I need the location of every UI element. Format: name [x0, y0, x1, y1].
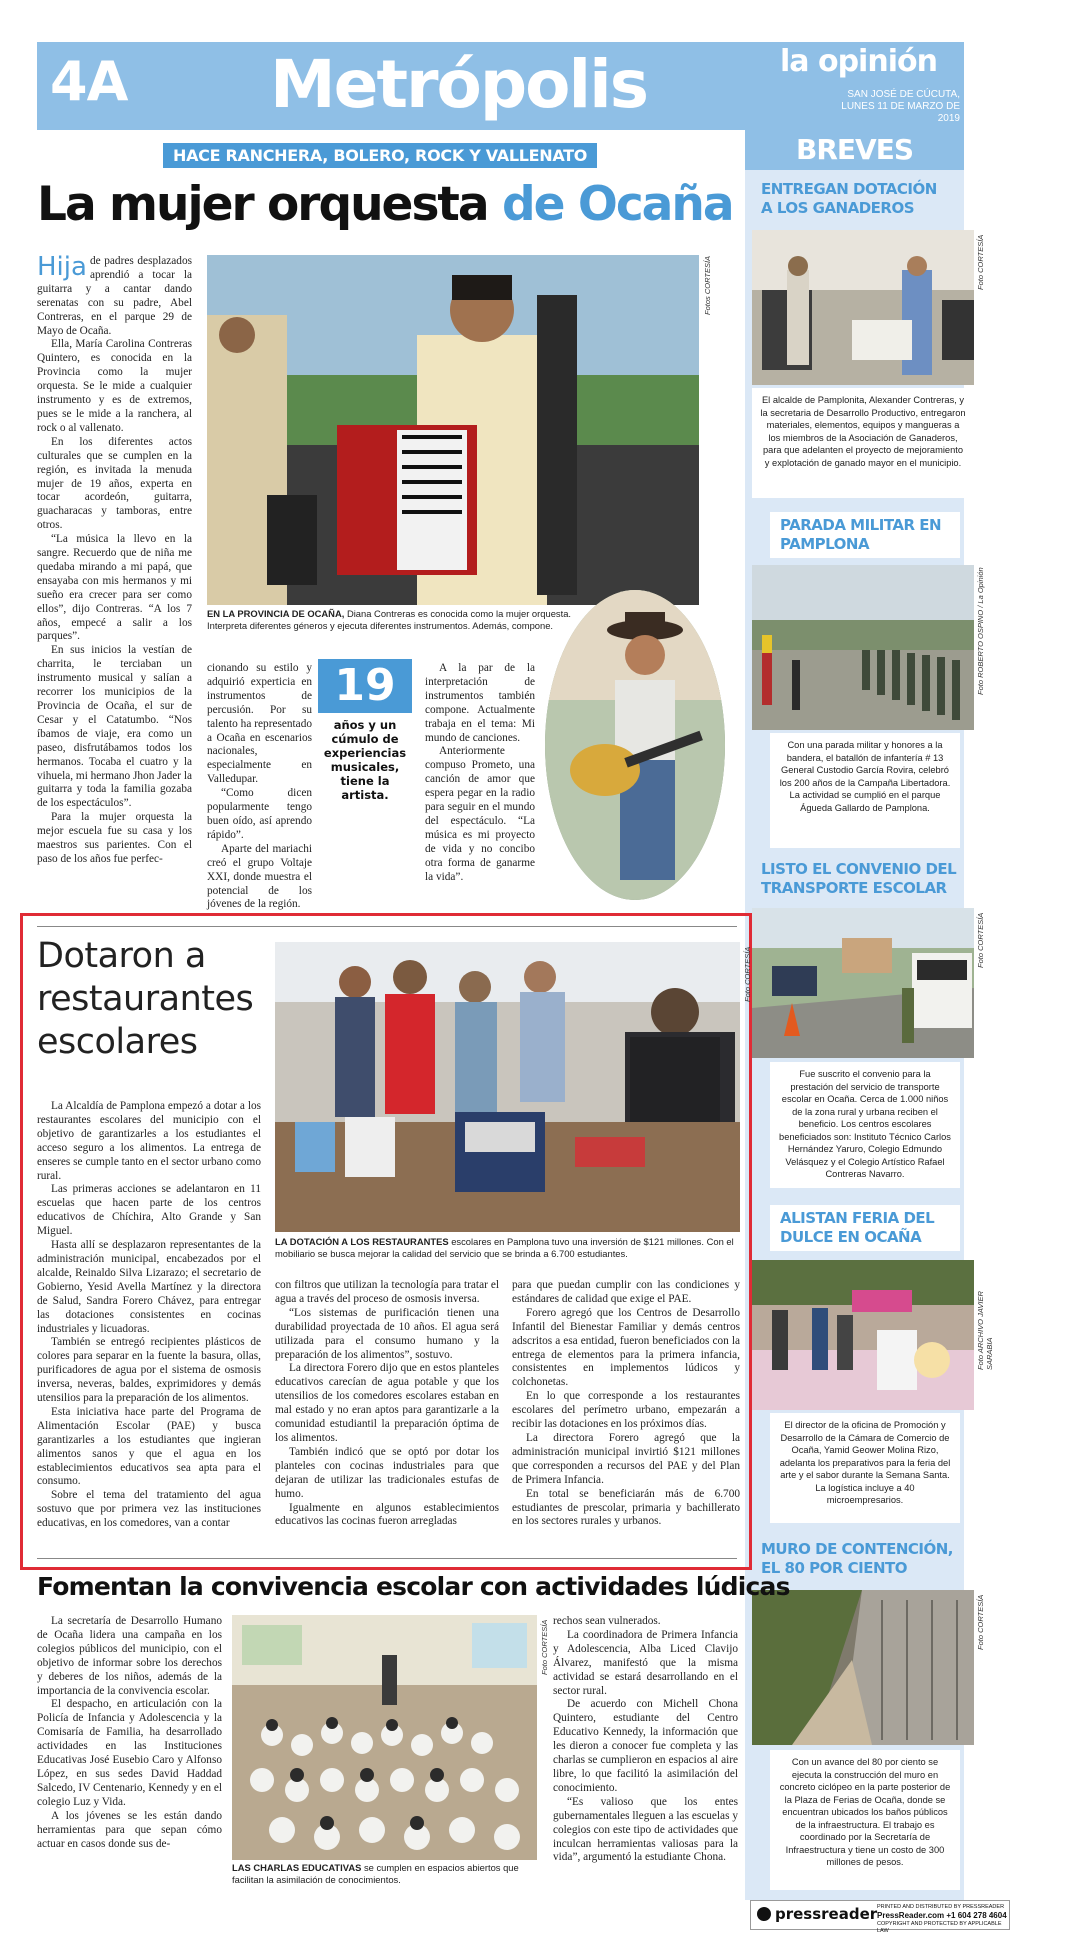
- divider-bottom: [37, 1558, 737, 1559]
- feria-dulce-photo: [752, 1260, 974, 1410]
- story3-col3-p1: rechos sean vulnerados.: [553, 1615, 661, 1627]
- breves-title: BREVES: [745, 130, 964, 170]
- story2-column-1: [37, 1100, 261, 1531]
- breve-headline-4: ALISTAN FERIA DEL DULCE EN OCAÑA: [770, 1205, 960, 1251]
- lead-col3-p2: Anteriormente compuso Prometo, una canción de amor que espera pegar en la radio para seguir en el mundo del espectáculo. “La música es mi proyecto de vida y no concibo otra forma de ganarme la vida”.: [425, 745, 535, 883]
- pressreader-logo: pressreader: [775, 1905, 878, 1923]
- stat-box: [318, 659, 412, 801]
- lead-portrait-photo: [545, 590, 725, 900]
- dateline: [820, 89, 960, 125]
- pressreader-line1: PRINTED AND DISTRIBUTED BY PRESSREADER: [877, 1904, 1005, 1910]
- pressreader-line2: PressReader.com +1 604 278 4604: [877, 1911, 1007, 1920]
- lead-photo-credit: Fotos CORTESÍA: [703, 255, 712, 315]
- lead-col2-p1: cionando su estilo y adquirió experticia en instrumentos de percusión. Por su talento ha representado a Ocaña en escenarios nacionales, especialmente en Valledupar.: [207, 662, 312, 786]
- lead-headline-part-b: de Ocaña: [501, 177, 733, 232]
- transporte-escolar-photo: [752, 908, 974, 1058]
- breve-text-1: El alcalde de Pamplonita, Alexander Contreras, y la secretaria de Desarrollo Productivo, entregaron materiales, elementos, equipos y mangueras a los miembros de la Asociación de Ganaderos, para que adelanten el proyecto de mejoramiento y explotación de ganado mayor en el municipio.: [752, 388, 974, 498]
- stat-text: años y un cúmulo de experiencias musicales, tiene la artista.: [323, 718, 407, 802]
- lead-caption-text: Diana Contreras es conocida como la mujer orquesta. Interpreta diferentes géneros y ejecuta diferentes instrumentos. Además, compone.: [207, 608, 572, 631]
- stat-number: 19: [318, 659, 412, 713]
- divider-top: [37, 926, 737, 927]
- story2-col1-p1: La Alcaldía de Pamplona empezó a dotar a los restaurantes escolares del municipio con el objetivo de garantizarles a los estudiantes el acceso seguro a los alimentos. La entrega de enseres se cumple tanto en el sector urbano como rural.: [37, 1100, 261, 1182]
- story2-col3-p5: En total se beneficiarán más de 6.700 estudiantes de prescolar, primaria y bachillerato en los sectores rurales y urbanos.: [512, 1487, 740, 1528]
- breve-headline-1: ENTREGAN DOTACIÓN A LOS GANADEROS: [761, 180, 937, 217]
- story2-col1-p4: También se entregó recipientes plásticos de colores para separar en la fuente la basura, ollas, purificadores de agua por el sistema de osmosis inversa, neveras, baldes, exprimidores y demás utensilios para la preparación de los alimentos.: [37, 1336, 261, 1405]
- story2-col3-p1: para que puedan cumplir con las condiciones y estándares de calidad que exige el PAE.: [512, 1279, 740, 1305]
- lead-col1-p2: Ella, María Carolina Contreras Quintero, es conocida en la Provincia como la mujer orquesta. Se le mide a cualquier instrumento y es de extremos, pues se le mide a la ranchera, al rock o al vallenato.: [37, 338, 192, 434]
- breve-headline-3: LISTO EL CONVENIO DEL TRANSPORTE ESCOLAR: [761, 860, 957, 897]
- story2-col3-p3: En lo que corresponde a los restaurantes escolares del perímetro urbano, empezarán a recibir las dotaciones en los próximos días.: [512, 1390, 740, 1431]
- story2-caption-bold: LA DOTACIÓN A LOS RESTAURANTES: [275, 1236, 449, 1247]
- pressreader-icon: [757, 1907, 771, 1921]
- story2-photo-credit: Foto CORTESÍA: [743, 946, 752, 1002]
- story2-column-2: [275, 1279, 499, 1529]
- story2-headline-line-3: escolares: [37, 1022, 198, 1062]
- dateline-date: LUNES 11 DE MARZO DE 2019: [841, 101, 960, 124]
- story3-photo: [232, 1615, 537, 1860]
- lead-photo-caption: [207, 608, 577, 632]
- breve-credit-5: Foto CORTESÍA: [976, 1594, 985, 1650]
- muro-contencion-photo: [752, 1590, 974, 1745]
- breve-photo-2: [752, 565, 974, 730]
- story2-col3-p2: Forero agregó que los Centros de Desarrollo Infantil del Bienestar Familiar y demás centros adscritos a esa entidad, fueron beneficiados con la entrega de elementos para la primera infancia, consistentes en implementos lúdicos y colchonetas.: [512, 1306, 740, 1389]
- story2-col2-p3: La directora Forero dijo que en estos planteles educativos carecían de agua potable y que los utensilios de los comedores escolares estaban en mal estado y no eran aptos para garantizarle a la comunidad estudiantil la preparación óptima de los alimentos.: [275, 1362, 499, 1444]
- breve-photo-1: [752, 230, 974, 385]
- story2-col2-p5: Igualmente en algunos establecimientos educativos las cocinas fueron arregladas: [275, 1501, 499, 1528]
- story3-col3-p4: “Es valioso que los entes gubernamentales lleguen a las escuelas y colegios con este tipo de actividades que inculcan herramientas valiosas para la vida”, argumentó la estudiante Chona.: [553, 1795, 738, 1864]
- page-number: 4A: [50, 50, 128, 113]
- breve-credit-2: Foto ROBERTO OSPINO / La Opinión: [976, 567, 985, 695]
- story3-col1-p3: A los jóvenes se les están dando herramientas para que sepan cómo actuar en casos donde sus de-: [37, 1809, 222, 1850]
- story2-headline: [37, 935, 253, 1064]
- lead-headline: [37, 177, 733, 232]
- story2-headline-line-1: Dotaron a: [37, 936, 206, 976]
- breve-text-5: Con un avance del 80 por ciento se ejecuta la construcción del muro en concreto ciclópeo en la parte posterior de la Plaza de Ferias de Ocaña, donde se encuentran ubicados los baños públicos de la infraestructura. El trabajo es coordinado por la Secretaría de Infraestructura y tiene un costo de 300 millones de pesos.: [770, 1750, 960, 1890]
- story2-photo-caption: [275, 1236, 740, 1260]
- story2-caption-text: escolares en Pamplona tuvo una inversión de $121 millones. Con el mobiliario se busca mejorar la calidad del servicio que se brinda a 6.700 estudiantes.: [275, 1236, 734, 1259]
- breve-text-3: Fue suscrito el convenio para la prestación del servicio de transporte escolar en Ocaña. Cerca de 1.000 niños de la zona rural y urbana reciben el beneficio. Los centros escolares beneficiados son: Instituto Técnico Carlos Hernández Yaruro, Colegio Edmundo Velásquez y el Colegio Artístico Rafael Contreras Navarro.: [770, 1062, 960, 1188]
- story2-column-3: [512, 1279, 740, 1529]
- lead-col1-p4: “La música la llevo en la sangre. Recuerdo que de niña me quedaba mirando a mi papá, que ensayaba con mis hermanos y mi sueño era crecer para ser como ellos”, dijo Contreras. “A los 7 años, empecé a salir a los parques”.: [37, 533, 192, 643]
- breve-credit-3: Foto CORTESÍA: [976, 912, 985, 968]
- story2-col1-p6: Sobre el tema del tratamiento del agua sostuvo que por primera vez las instituciones educativas, en los comedores, van a contar: [37, 1489, 261, 1530]
- story2-photo: [275, 942, 740, 1232]
- breve-headline-5: MURO DE CONTENCIÓN, EL 80 POR CIENTO: [761, 1540, 953, 1577]
- story3-col1-p1: La secretaría de Desarrollo Humano de Ocaña lidera una campaña en los colegios públicos del municipio, con el objetivo de informar sobre los derechos y deberes de los niños, además de la importancia de la convivencia escolar.: [37, 1615, 222, 1697]
- brand-logo: la opinión: [780, 44, 937, 79]
- story3-column-1: [37, 1615, 222, 1851]
- lead-col1-p6: Para la mujer orquesta la mejor escuela fue su casa y los maestros sus parientes. Con el paso de los años fue perfec-: [37, 811, 192, 865]
- breve-photo-5: [752, 1590, 974, 1745]
- dotacion-restaurantes-photo: [275, 942, 740, 1232]
- story2-col2-p1: con filtros que utilizan la tecnología para tratar el agua a través del proceso de osmosis inversa.: [275, 1279, 499, 1305]
- lead-col1-p3: En los diferentes actos culturales que se cumplen en la región, es invitada la menuda mujer de 19 años, experta en tocar acordeón, guitarra, guacharacas y tamboras, entre otros.: [37, 435, 192, 532]
- breve-headline-2: PARADA MILITAR EN PAMPLONA: [770, 512, 960, 558]
- story2-headline-line-2: restaurantes: [37, 979, 254, 1019]
- guitar-player-photo: [545, 590, 725, 900]
- story3-photo-caption: [232, 1862, 542, 1886]
- story3-col3-p3: De acuerdo con Michell Chona Quintero, estudiante del Centro Educativo Kennedy, la información que les dieron a conocer fue completa y las charlas se cumplieron en espacios al aire libre, lo que facilitó la asimilación del conocimiento.: [553, 1698, 738, 1794]
- breve-photo-3: [752, 908, 974, 1058]
- story2-col2-p2: “Los sistemas de purificación tienen una durabilidad proyectada de 10 años. El agua será utilizada para el consumo humano y la preparación de los alimentos”, sostuvo.: [275, 1306, 499, 1361]
- story3-photo-credit: Foto CORTESÍA: [540, 1619, 549, 1675]
- story2-col2-p4: También indicó que se optó por dotar los planteles con cocinas industriales para que dejaran de utilizar las tradicionales estufas de humo.: [275, 1445, 499, 1500]
- story2-col1-p5: Esta iniciativa hace parte del Programa de Alimentación Escolar (PAE) y busca garantizarles a los estudiantes que ingieran alimentos sanos y que el agua en los establecimientos educativos sea apta para el consumo.: [37, 1405, 261, 1488]
- lead-column-3: [425, 662, 535, 885]
- pressreader-badge[interactable]: [750, 1900, 1010, 1934]
- story3-headline: Fomentan la convivencia escolar con actividades lúdicas: [37, 1572, 790, 1601]
- breve-credit-4: Foto ARCHIVO JAVIER SARABIA: [976, 1291, 994, 1370]
- story3-col3-p2: La coordinadora de Primera Infancia y Adolescencia, Alba Liced Clavijo Álvarez, manifestó que la misma actividad se estará desarrollando en el sector rural.: [553, 1628, 738, 1697]
- lead-kicker: HACE RANCHERA, BOLERO, ROCK Y VALLENATO: [163, 143, 597, 168]
- charlas-educativas-photo: [232, 1615, 537, 1860]
- lead-photo: [207, 255, 699, 605]
- lead-col1-p1: de padres desplazados aprendió a tocar la guitarra y a cantar dando serenatas con su padre, Abel Contreras, en el parque 29 de Mayo de Ocaña.: [37, 255, 192, 337]
- dateline-city: SAN JOSÉ DE CÚCUTA,: [847, 89, 960, 100]
- lead-col1-p5: En sus inicios la vestían de charrita, le terciaban un instrumento musical y salían a recorrer los municipios de la Provincia de Ocaña, el sur de Cesar y el Catatumbo. “Nos íbamos de viaje, era como un paseo, disfrutábamos todos los hermanos. Tocaba el cuatro y la vihuela, mi hermano Jhon Jader la guitarra y toda la familia gozaba de los espectáculos”.: [37, 644, 192, 810]
- breve-text-4: El director de la oficina de Promoción y Desarrollo de la Cámara de Comercio de Ocaña, Yamid Geower Molina Rizo, adelanta los preparativos para la feria del arte y el sabor durante la Semana Santa. La logística incluye a 40 microempresarios.: [770, 1413, 960, 1523]
- parada-militar-photo: [752, 565, 974, 730]
- ganaderos-photo: [752, 230, 974, 385]
- lead-column-2: [207, 662, 312, 912]
- lead-column-1: [37, 252, 192, 867]
- breve-credit-1: Foto CORTESÍA: [976, 234, 985, 290]
- section-title: Metrópolis: [270, 46, 647, 123]
- pressreader-line3: COPYRIGHT AND PROTECTED BY APPLICABLE LAW: [877, 1921, 1002, 1934]
- lead-col2-p3: Aparte del mariachi creó el grupo Voltaje XXI, donde muestra el potencial de los jóvenes de la región.: [207, 842, 312, 911]
- pressreader-legal: [877, 1904, 1009, 1935]
- breve-text-2: Con una parada militar y honores a la bandera, el batallón de infantería # 13 General Custodio García Rovira, celebró los 200 años de la Campaña Libertadora. La actividad se cumplió en el parque Águeda Gallardo de Pamplona.: [770, 733, 960, 848]
- story3-column-3: [553, 1615, 738, 1865]
- story2-col1-p2: Las primeras acciones se adelantaron en 11 escuelas que hacen parte de los centros educativos de Chíchira, Alto Grande y San Miguel.: [37, 1183, 261, 1238]
- accordion-player-photo: [207, 255, 699, 605]
- story2-col3-p4: La directora Forero agregó que la administración municipal invirtió $121 millones que corresponden a recursos del PAE y del Plan de Primera Infancia.: [512, 1431, 740, 1486]
- story3-caption-bold: LAS CHARLAS EDUCATIVAS: [232, 1862, 362, 1873]
- lead-dropcap: Hija: [37, 252, 87, 282]
- lead-col2-p2: “Como dicen popularmente tengo buen oído, así aprendo rápido”.: [207, 787, 312, 841]
- lead-caption-bold: EN LA PROVINCIA DE OCAÑA,: [207, 608, 345, 619]
- lead-headline-part-a: La mujer orquesta: [37, 177, 488, 232]
- story3-caption-text: se cumplen en espacios abiertos que facilitan la asimilación de conocimientos.: [232, 1862, 519, 1885]
- story3-col1-p2: El despacho, en articulación con la Policía de Infancia y Adolescencia y la Comisaría de Familia, ha desarrollado actividades en las Instituciones Educativas José Eusebio Caro y Alfonso López, en sus sedes David Haddad Salcedo, IV Centenario, Kennedy y en el colegio Luz y Vida.: [37, 1698, 222, 1808]
- breve-photo-4: [752, 1260, 974, 1410]
- lead-col3-p1: A la par de la interpretación de instrumentos también compone. Actualmente trabaja en el tema: Mi mundo de canciones.: [425, 662, 535, 744]
- story2-col1-p3: Hasta allí se desplazaron representantes de la administración municipal, encabezados por el alcalde, Reinaldo Silva Lizarazo; el secretario de Gobierno, Yesid Avella Martínez y la directora de Salud, Sandra Forero Chávez, para entregar las dotaciones consistentes en cocinas industriales y licuadoras.: [37, 1239, 261, 1335]
